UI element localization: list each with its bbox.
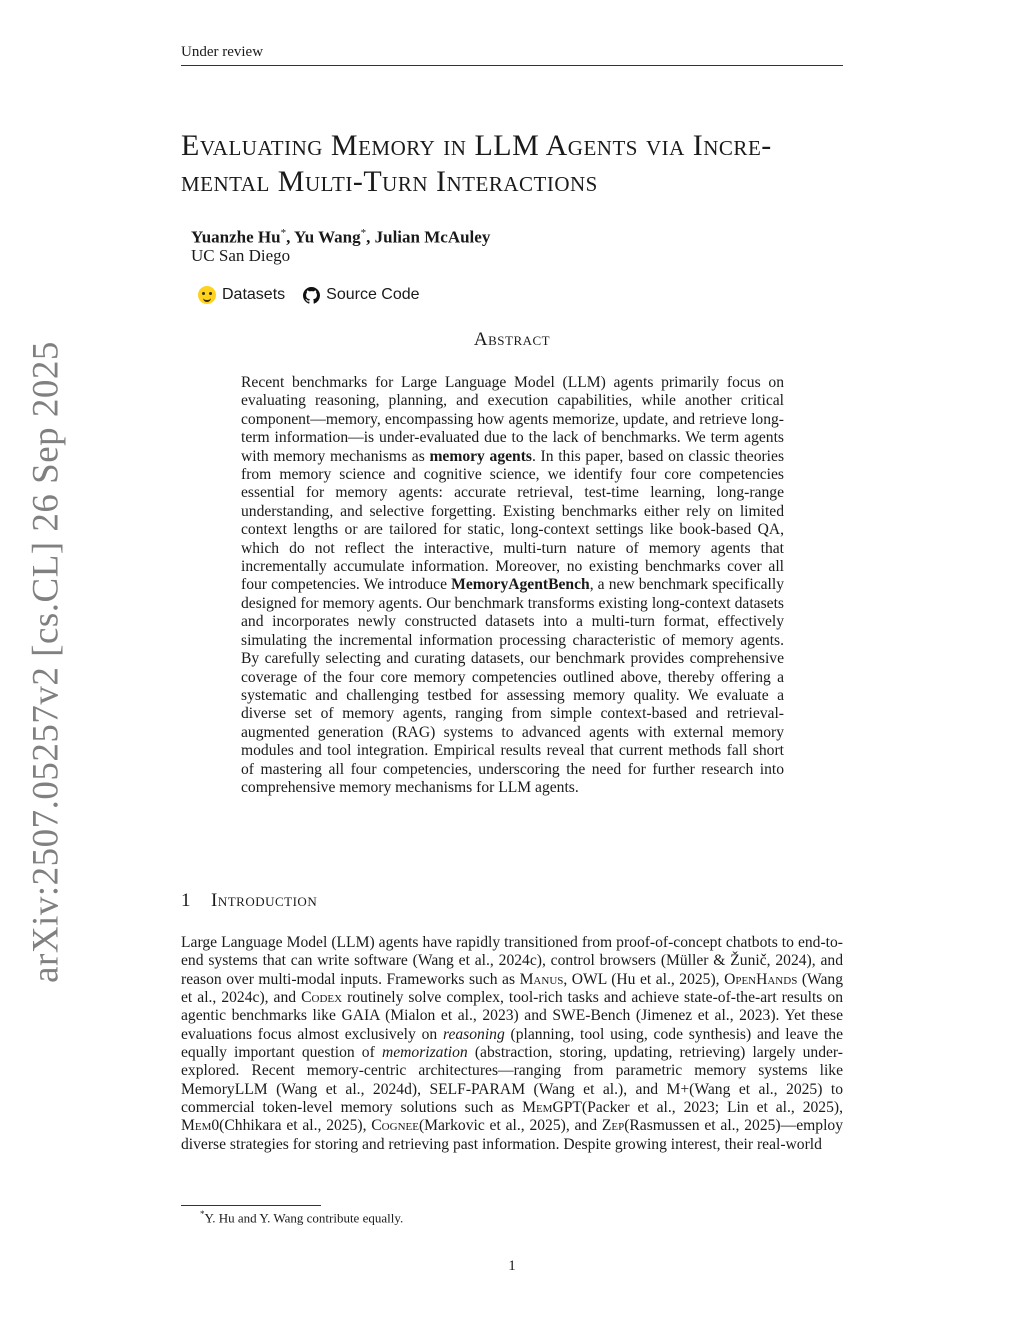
section-heading-introduction — [181, 890, 317, 912]
page-number: 1 — [508, 1258, 516, 1274]
abstract-heading: Abstract — [473, 329, 551, 350]
running-head: Under review — [181, 44, 264, 60]
system-name: Cognee — [371, 1117, 419, 1135]
abstract-term-memory-agents: memory agents — [429, 447, 532, 465]
abstract-text: , a new benchmark specifically designed for memory agents. Our benchmark transforms existing long-context datasets and incorporates newly constructed datasets into a multi-turn format, effectively simulating the incremental information processing characteristic of memory agents. By carefully selecting and curating datasets, our benchmark provides comprehensive coverage of the four core memory competencies outlined above, thereby offering a systematic and challenging testbed for assessing memory quality. We evaluate a diverse set of memory agents, ranging from simple context-based and retrieval-augmented generation (RAG) systems to advanced agents with external memory modules and tool integration. Empirical results reveal that current methods fall short of mastering all four competencies, underscoring the need for further research into comprehensive memory mechanisms for LLM agents. — [241, 576, 784, 796]
source-code-link-label: Source Code — [326, 286, 420, 303]
abstract-body — [241, 374, 784, 797]
github-icon — [303, 287, 320, 304]
affiliation: UC San Diego — [191, 246, 291, 265]
author-separator: , — [286, 227, 294, 247]
footnote-text: Y. Hu and Y. Wang contribute equally. — [204, 1210, 404, 1226]
author-separator: , — [366, 227, 375, 247]
header-rule — [181, 65, 843, 66]
intro-text: (abstraction, storing, updating, retrieving) largely under-explored. Recent memory-centric architectures—ranging from parametric memory systems like MemoryLLM (Wang et al., 2024d), SELF-PARAM (Wang et al.), and M+(Wang et al., 2025) to commercial token-level memory solutions such as — [181, 1044, 843, 1117]
datasets-link[interactable] — [198, 286, 285, 304]
footnote-mark: * — [200, 1209, 205, 1219]
author-name: Yu Wang — [293, 227, 361, 247]
author-name: Yuanzhe Hu — [191, 227, 281, 247]
intro-text: (Chhikara et al., 2025), — [219, 1117, 372, 1135]
abstract-text: Recent benchmarks for Large Language Model (LLM) agents primarily focus on evaluating reasoning, planning, and execution capabilities, while another critical component—memory, encompassing how agents memorize, update, and retrieve long-term information—is under-evaluated due to the lack of benchmarks. We term agents with memory mechanisms as — [241, 374, 784, 465]
intro-text: (Rasmussen et al., 2025)—employ diverse strategies for storing and retrieving past information. Despite growing interest, their real-world — [181, 1117, 843, 1153]
footnote — [200, 1209, 403, 1226]
resource-links — [198, 286, 432, 304]
intro-text: (planning, tool using, code synthesis) and leave the equally important question of — [181, 1025, 843, 1062]
intro-text: , OWL (Hu et al., 2025), — [563, 970, 725, 988]
author-list — [191, 227, 490, 248]
intro-text: Large Language Model (LLM) agents have rapidly transitioned from proof-of-concept chatbots to end-to-end systems that can write software (Wang et al., 2024c), control browsers (Müller & Žunič, 2024), and reason over multi-modal inputs. Frameworks such as — [181, 934, 843, 988]
title-line-1: Evaluating Memory in LLM Agents via Incre- — [181, 129, 772, 162]
framework-name: Manus — [519, 970, 564, 988]
emphasis-reasoning: reasoning — [442, 1025, 505, 1043]
section-title: Introduction — [211, 890, 318, 911]
footnote-rule — [181, 1205, 321, 1206]
intro-text: (Packer et al., 2023; Lin et al., 2025), — [581, 1099, 843, 1117]
huggingface-icon — [198, 286, 216, 304]
system-name: Mem0 — [181, 1117, 220, 1135]
abstract-text: . In this paper, based on classic theories from memory science and cognitive science, we identify four core competencies essential for memory agents: accurate retrieval, test-time learning, long-range understanding, and selective forgetting. Existing benchmarks either rely on limited context lengths or are tailored for static, long-context settings like book-based QA, which do not reflect the interactive, multi-turn nature of memory agents that incrementally accumulate information. Moreover, no existing benchmarks cover all four competencies. We introduce — [241, 447, 785, 594]
intro-text: (Markovic et al., 2025), and — [418, 1117, 602, 1135]
system-name: Zep — [601, 1117, 625, 1135]
arxiv-identifier-stamp: arXiv:2507.05257v2 [cs.CL] 26 Sep 2025 — [25, 341, 67, 983]
author-name: Julian McAuley — [374, 227, 491, 247]
paper-title — [181, 128, 843, 200]
framework-name: Codex — [301, 989, 343, 1007]
intro-text: routinely solve complex, tool-rich tasks and achieve state-of-the-art results on agentic benchmarks like GAIA (Mialon et al., 2023) and SWE-Bench (Jimenez et al., 2023). Yet these evaluations focus almost exclusively on — [181, 989, 843, 1043]
framework-name: OpenHands — [724, 970, 798, 988]
abstract-benchmark-name: MemoryAgentBench — [451, 576, 590, 594]
emphasis-memorization: memorization — [381, 1044, 468, 1062]
intro-text: (Wang et al., 2024c), and — [181, 970, 844, 1007]
equal-contribution-mark: * — [280, 227, 287, 239]
system-name: MemGPT — [522, 1099, 582, 1117]
equal-contribution-mark: * — [360, 227, 367, 239]
source-code-link[interactable] — [303, 286, 419, 304]
title-line-2: mental Multi-Turn Interactions — [181, 165, 598, 198]
datasets-link-label: Datasets — [222, 286, 286, 303]
section-number: 1 — [181, 890, 191, 911]
introduction-paragraph — [181, 934, 843, 1154]
